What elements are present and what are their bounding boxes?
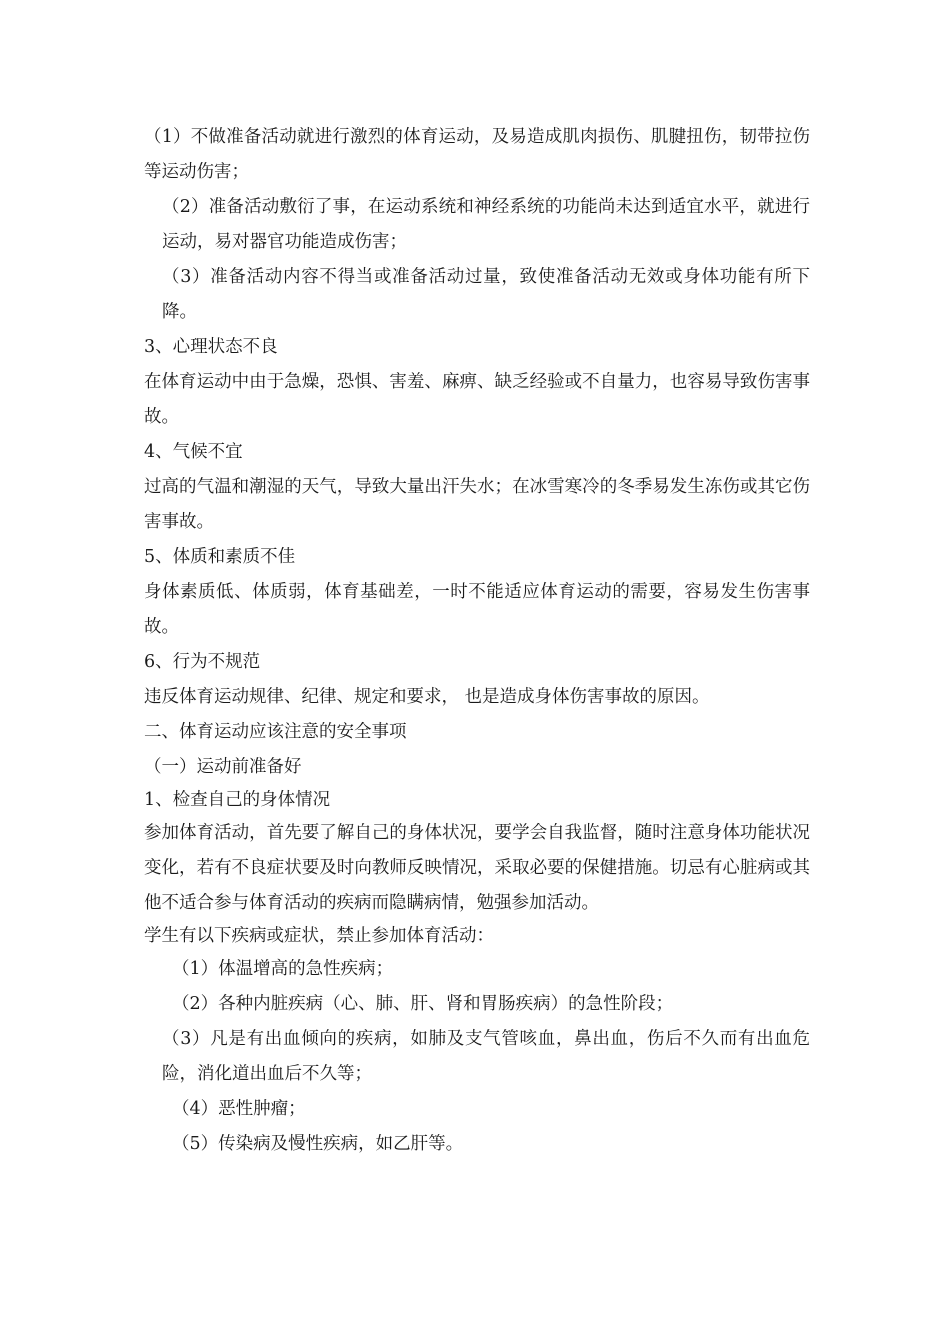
- paragraph: 违反体育运动规律、纪律、规定和要求， 也是造成身体伤害事故的原因。: [144, 687, 710, 707]
- paragraph: （1）不做准备活动就进行激烈的体育运动，及易造成肌肉损伤、肌腱扭伤，韧带拉伤等运动伤害；: [144, 127, 810, 182]
- list-item: （3）凡是有出血倾向的疾病，如肺及支气管咳血，鼻出血，伤后不久而有出血危险，消化道出血后不久等；: [162, 1029, 810, 1084]
- section-heading: 1、检查自己的身体情况: [144, 790, 331, 810]
- list-item: （4）恶性肿瘤；: [172, 1099, 306, 1119]
- paragraph: 学生有以下疾病或症状，禁止参加体育活动：: [144, 926, 494, 946]
- list-item: （1）体温增高的急性疾病；: [172, 959, 394, 979]
- paragraph: （3）准备活动内容不得当或准备活动过量，致使准备活动无效或身体功能有所下降。: [162, 267, 810, 322]
- paragraph: 身体素质低、体质弱，体育基础差，一时不能适应体育运动的需要，容易发生伤害事故。: [144, 582, 810, 637]
- section-heading: 5、体质和素质不佳: [144, 547, 296, 567]
- paragraph: 参加体育活动，首先要了解自己的身体状况，要学会自我监督，随时注意身体功能状况变化，若有不良症状要及时向教师反映情况，采取必要的保健措施。切忌有心脏病或其他不适合参与体育活动的疾病而隐瞒病情，勉强参加活动。: [144, 823, 810, 913]
- section-heading: 二、体育运动应该注意的安全事项: [144, 722, 407, 742]
- document-page: [144, 120, 810, 1162]
- section-heading: 4、气候不宜: [144, 442, 243, 462]
- paragraph: 在体育运动中由于急燥，恐惧、害羞、麻痹、缺乏经验或不自量力，也容易导致伤害事故。: [144, 372, 810, 427]
- subsection-heading: （一）运动前准备好: [144, 757, 302, 777]
- list-item: （5）传染病及慢性疾病，如乙肝等。: [172, 1134, 464, 1154]
- section-heading: 6、行为不规范: [144, 652, 261, 672]
- paragraph: （2）准备活动敷衍了事，在运动系统和神经系统的功能尚未达到适宜水平，就进行运动，易对器官功能造成伤害；: [162, 197, 810, 252]
- list-item: （2）各种内脏疾病（心、肺、肝、肾和胃肠疾病）的急性阶段；: [172, 994, 674, 1014]
- section-heading: 3、心理状态不良: [144, 337, 278, 357]
- paragraph: 过高的气温和潮湿的天气，导致大量出汗失水；在冰雪寒冷的冬季易发生冻伤或其它伤害事故。: [144, 477, 810, 532]
